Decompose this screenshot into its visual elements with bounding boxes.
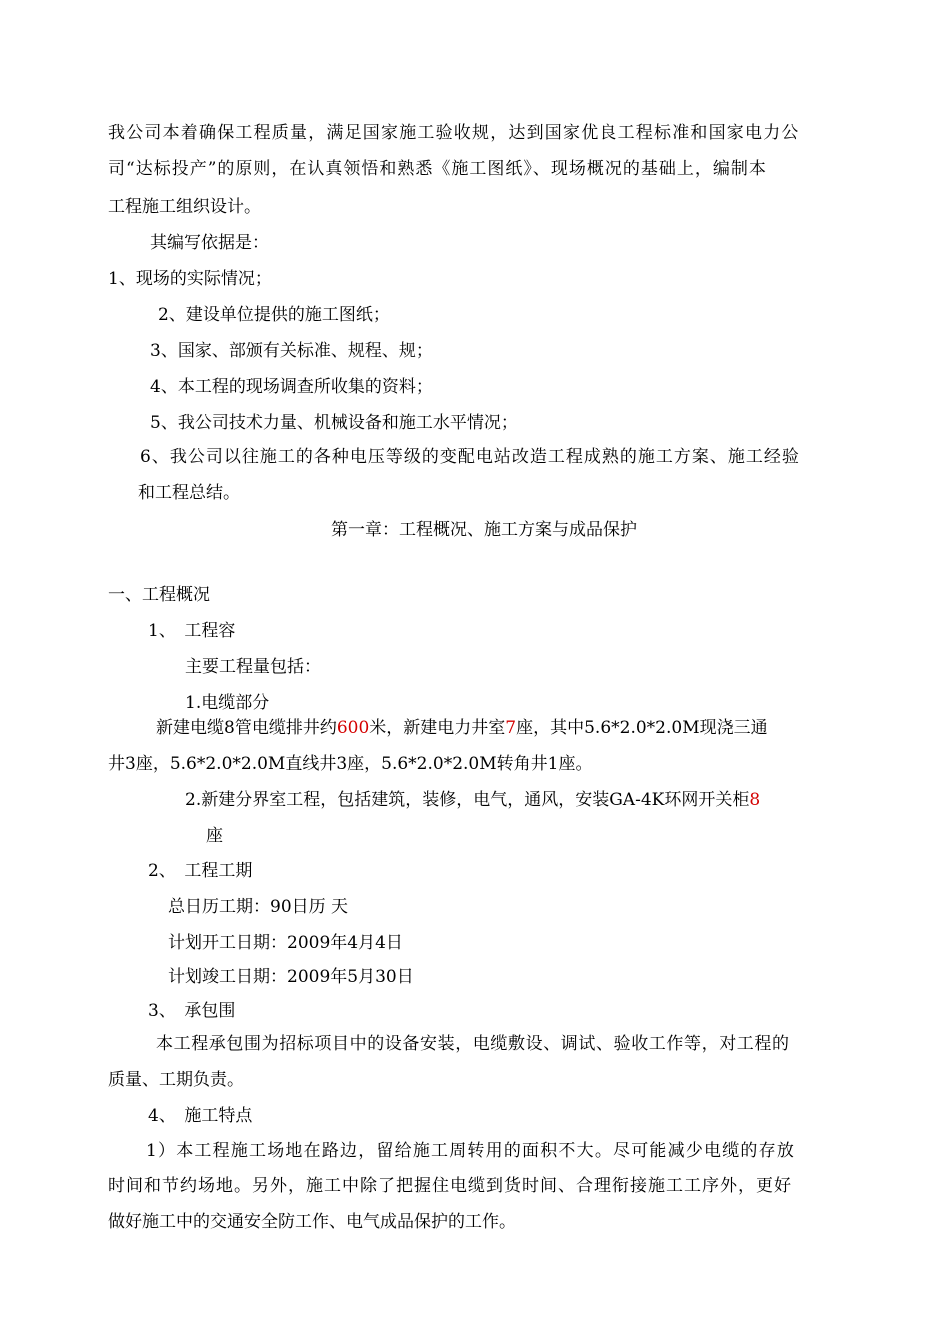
list-item-title: 1.电缆部分 — [185, 693, 270, 713]
basis-heading: 其编写依据是： — [150, 233, 269, 253]
text-span: 座，其中5.6*2.0*2.0M现浇三通 — [516, 718, 768, 738]
basis-item: 6、我公司以往施工的各种电压等级的变配电站改造工程成熟的施工方案、施工经验 — [140, 447, 800, 467]
subsection-heading: 4、 施工特点 — [148, 1106, 253, 1126]
paragraph-line: 本工程承包围为招标项目中的设备安装，电缆敷设、调试、验收工作等，对工程的 — [156, 1034, 790, 1054]
subsection-heading: 1、 工程容 — [148, 621, 236, 641]
intro-paragraph-line: 司“达标投产”的原则，在认真领悟和熟悉《施工图纸》、现场概况的基础上，编制本 — [108, 159, 767, 179]
paragraph-line: 井3座，5.6*2.0*2.0M直线井3座，5.6*2.0*2.0M转角井1座。 — [108, 754, 593, 774]
paragraph-line: 做好施工中的交通安全防工作、电气成品保护的工作。 — [108, 1212, 516, 1232]
highlight-number: 7 — [505, 718, 517, 738]
text-span: 米，新建电力井室 — [369, 718, 506, 738]
basis-item: 5、我公司技术力量、机械设备和施工水平情况； — [150, 413, 518, 433]
paragraph-line: 1）本工程施工场地在路边，留给施工周转用的面积不大。尽可能减少电缆的存放 — [146, 1141, 796, 1161]
basis-item: 3、国家、部颁有关标准、规程、规； — [150, 341, 433, 361]
basis-item: 2、建设单位提供的施工图纸； — [158, 305, 390, 325]
intro-paragraph-line: 我公司本着确保工程质量，满足国家施工验收规，达到国家优良工程标准和国家电力公 — [108, 123, 800, 143]
paragraph-line — [156, 717, 768, 739]
paragraph-line: 时间和节约场地。另外，施工中除了把握住电缆到货时间、合理衔接施工工序外，更好 — [108, 1176, 792, 1196]
schedule-total: 总日历工期：90日历 天 — [168, 897, 349, 917]
subsection-heading: 2、 工程工期 — [148, 861, 253, 881]
basis-item: 和工程总结。 — [138, 483, 240, 503]
paragraph-line — [185, 789, 760, 811]
list-lead: 主要工程量包括： — [185, 657, 321, 677]
paragraph-line: 座 — [206, 826, 223, 846]
chapter-title: 第一章：工程概况、施工方案与成品保护 — [331, 520, 637, 540]
subsection-heading: 3、 承包围 — [148, 1001, 236, 1021]
paragraph-line: 质量、工期负责。 — [108, 1070, 244, 1090]
text-span: 2.新建分界室工程，包括建筑，装修，电气，通风，安装GA-4K环网开关柜 — [185, 790, 750, 810]
section-heading: 一、工程概况 — [108, 585, 210, 605]
basis-item: 4、本工程的现场调查所收集的资料； — [150, 377, 433, 397]
schedule-start: 计划开工日期：2009年4月4日 — [168, 933, 403, 953]
schedule-end: 计划竣工日期：2009年5月30日 — [168, 967, 414, 987]
basis-item: 1、现场的实际情况； — [108, 269, 272, 289]
highlight-number: 600 — [336, 718, 370, 738]
text-span: 新建电缆8管电缆排井约 — [156, 718, 337, 738]
intro-paragraph-line: 工程施工组织设计。 — [108, 197, 261, 217]
highlight-number: 8 — [749, 790, 761, 810]
